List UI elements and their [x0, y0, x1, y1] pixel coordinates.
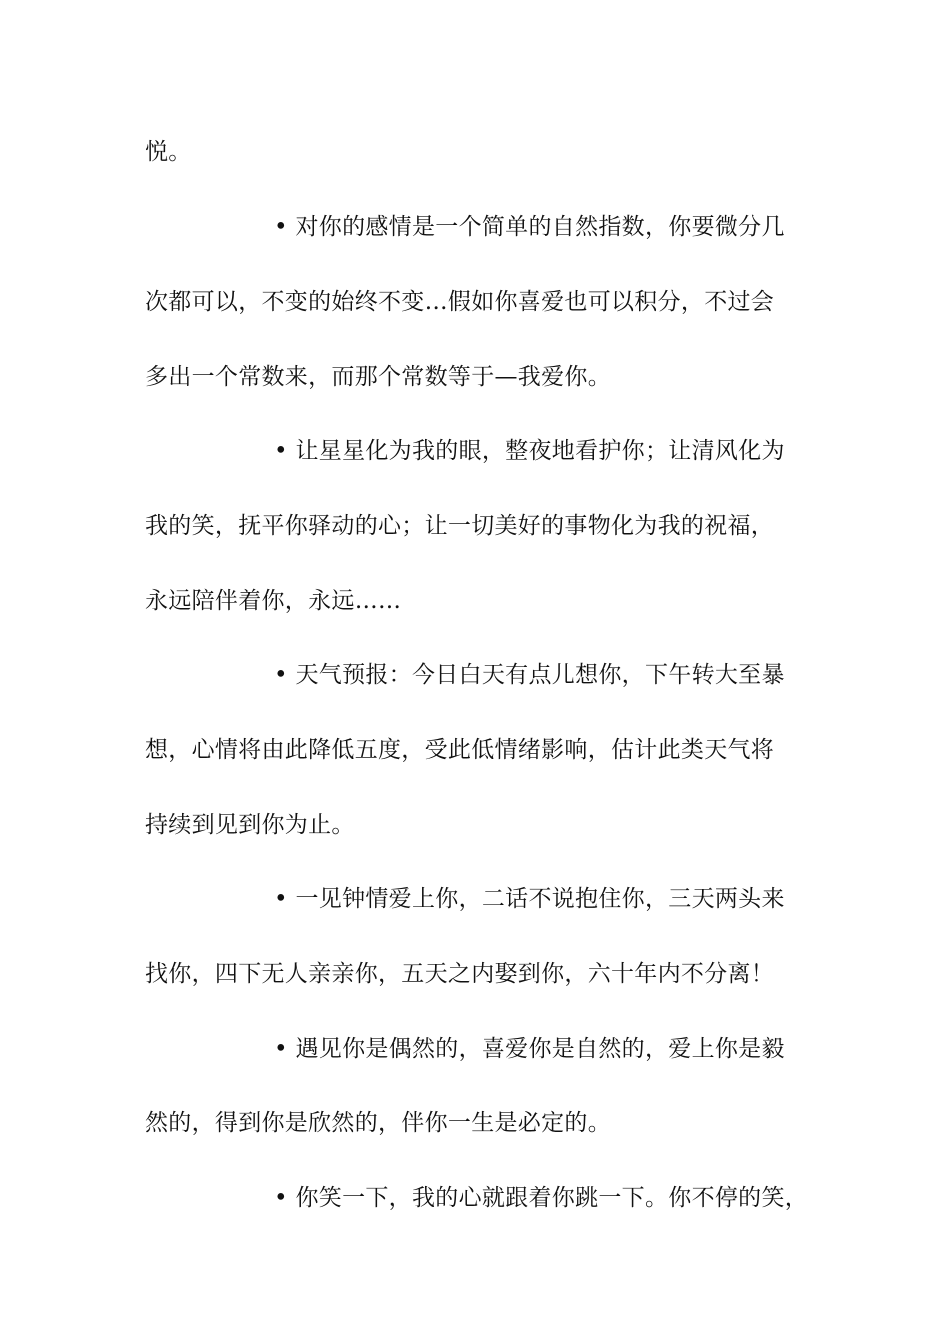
text-line: • 天气预报：今日白天有点儿想你，下午转大至暴 — [274, 662, 785, 688]
text-line: 然的，得到你是欣然的，伴你一生是必定的。 — [145, 1110, 611, 1136]
text-line: 次都可以，不变的始终不变…假如你喜爱也可以积分，不过会 — [145, 289, 775, 315]
text-line: 想，心情将由此降低五度，受此低情绪影响，估计此类天气将 — [145, 737, 775, 763]
text-line: 悦。 — [145, 139, 192, 165]
text-line: • 对你的感情是一个简单的自然指数，你要微分几 — [274, 214, 785, 240]
text-line: 我的笑，抚平你驿动的心；让一切美好的事物化为我的祝福， — [145, 513, 775, 539]
text-line: 找你，四下无人亲亲你，五天之内娶到你，六十年内不分离！ — [145, 961, 775, 987]
text-line: • 一见钟情爱上你，二话不说抱住你，三天两头来 — [274, 886, 785, 912]
text-line: • 你笑一下，我的心就跟着你跳一下。你不停的笑， — [274, 1185, 809, 1211]
text-line: • 让星星化为我的眼，整夜地看护你；让清风化为 — [274, 438, 785, 464]
text-line: • 遇见你是偶然的，喜爱你是自然的，爱上你是毅 — [274, 1036, 785, 1062]
text-line: 多出一个常数来，而那个常数等于—我爱你。 — [145, 364, 611, 390]
text-line: 永远陪伴着你，永远…… — [145, 588, 402, 614]
text-line: 持续到见到你为止。 — [145, 812, 355, 838]
